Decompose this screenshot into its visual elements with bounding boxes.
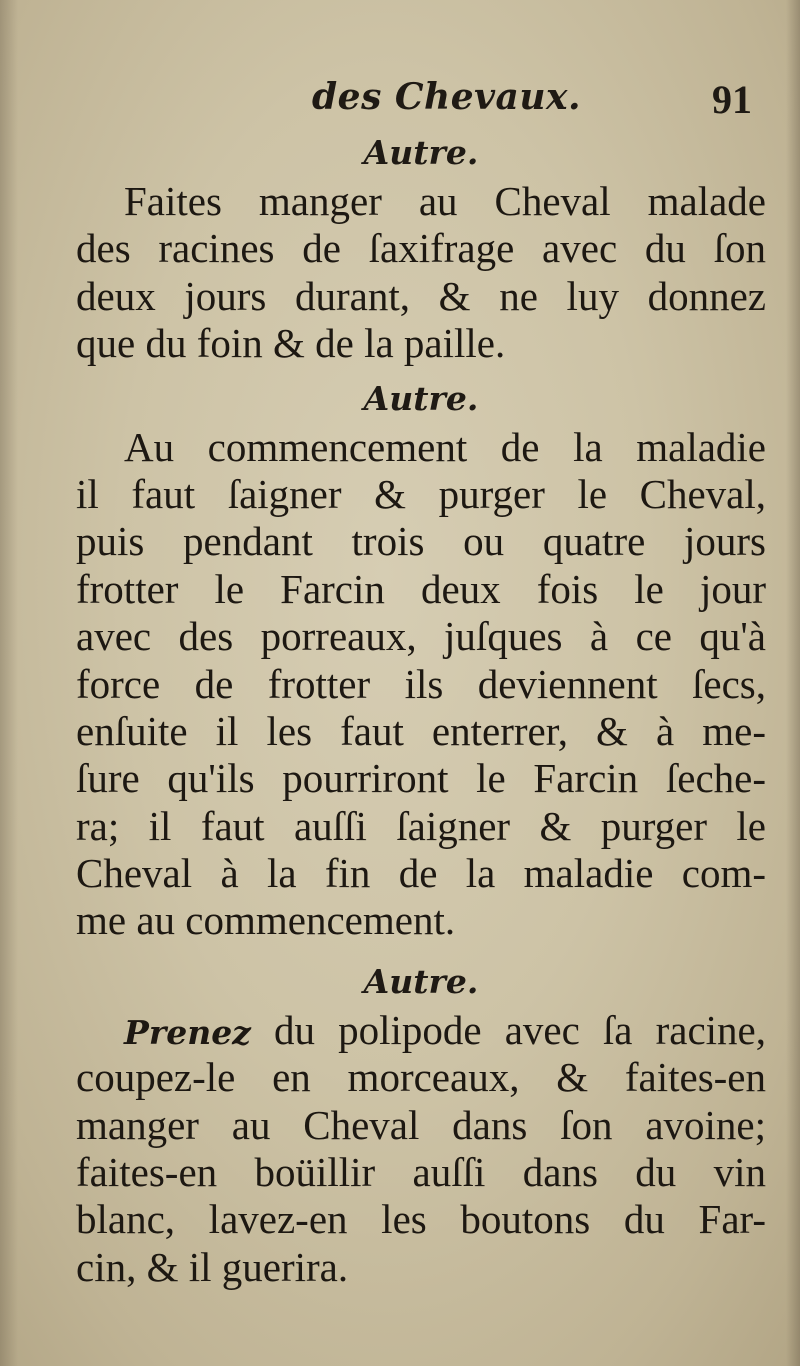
text-line: frotter le Farcin deux fois le jour xyxy=(76,565,766,612)
running-head xyxy=(0,76,800,128)
running-title: des Chevaux. xyxy=(312,76,582,118)
text-line: Cheval à la fin de la maladie com- xyxy=(76,850,766,897)
section-heading: Autre. xyxy=(363,133,479,172)
page-shadow-left xyxy=(0,0,18,1366)
text-line: blanc, lavez-en les boutons du Far- xyxy=(76,1196,766,1243)
page-shadow-right xyxy=(786,0,800,1366)
lead-word: Prenez xyxy=(124,1012,251,1052)
text-block xyxy=(76,128,766,1291)
text-line: que du foin & de la paille. xyxy=(76,320,506,367)
text-line: ſure qu'ils pourriront le Farcin ſeche- xyxy=(76,755,766,802)
text-line: deux jours durant, & ne luy donnez xyxy=(76,272,766,319)
text-line: des racines de ſaxifrage avec du ſon xyxy=(76,225,766,272)
text-line: Au commencement de la maladie xyxy=(124,423,766,470)
text-line: Faites manger au Cheval malade xyxy=(124,178,766,224)
text-line: enſuite il les faut enterrer, & à me- xyxy=(76,707,766,754)
text-line: me au commencement. xyxy=(76,897,456,944)
text-line: force de frotter ils deviennent ſecs, xyxy=(76,660,766,707)
text-line-rest: du polipode avec ſa racine, xyxy=(250,1006,766,1053)
page-number: 91 xyxy=(712,77,752,122)
text-line: il faut ſaigner & purger le Cheval, xyxy=(76,470,766,517)
text-line: manger au Cheval dans ſon avoine; xyxy=(76,1101,766,1148)
text-line: ra; il faut auſſi ſaigner & purger le xyxy=(76,802,766,849)
text-line xyxy=(76,1007,766,1054)
text-line: puis pendant trois ou quatre jours xyxy=(76,518,766,565)
text-line: cin, & il guerira. xyxy=(76,1243,349,1290)
text-line: avec des porreaux, juſques à ce qu'à xyxy=(76,613,766,660)
text-line: faites-en boüillir auſſi dans du vin xyxy=(76,1149,766,1196)
section-heading: Autre. xyxy=(363,961,479,1001)
section-heading: Autre. xyxy=(363,378,479,418)
text-line: coupez-le en morceaux, & faites-en xyxy=(76,1054,766,1101)
